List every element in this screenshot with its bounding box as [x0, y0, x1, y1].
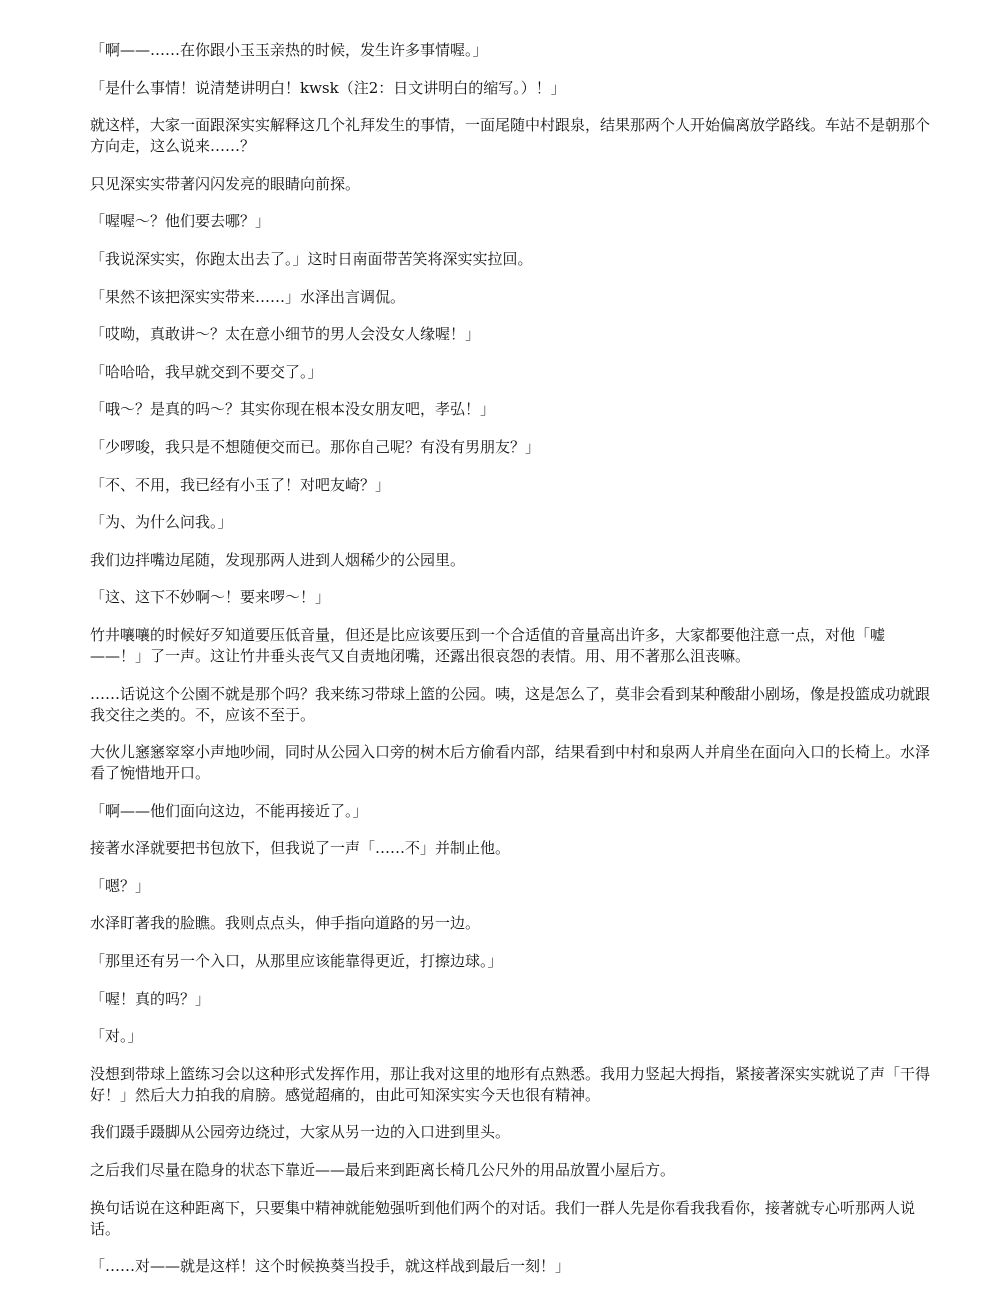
paragraph: 接著水泽就要把书包放下，但我说了一声「……不」并制止他。 — [90, 839, 511, 858]
paragraph: 「是什么事情！说清楚讲明白！kwsk（注2：日文讲明白的缩写。）！」 — [90, 78, 566, 97]
paragraph: 就这样，大家一面跟深实实解释这几个礼拜发生的事情，一面尾随中村跟泉，结果那两个人开始偏离放学路线。车站不是朝那个方向走，这么说来……？ — [90, 116, 931, 156]
paragraph: 竹井嚷嚷的时候好歹知道要压低音量，但还是比应该要压到一个合适值的音量高出许多，大家都要他注意一点，对他「嘘——！」了一声。这让竹井垂头丧气又自责地闭嘴，还露出很哀怨的表情。用、用不著那么沮丧嘛。 — [90, 625, 886, 665]
paragraph: 「喔喔～？他们要去哪？」 — [90, 212, 271, 231]
paragraph: 大伙儿窸窸窣窣小声地吵闹，同时从公园入口旁的树木后方偷看内部，结果看到中村和泉两人并肩坐在面向入口的长椅上。水泽看了惋惜地开口。 — [90, 743, 931, 783]
paragraph: 「哦～？是真的吗～？其实你现在根本没女朋友吧，孝弘！」 — [90, 400, 496, 419]
paragraph: 「嗯？」 — [90, 876, 151, 895]
paragraph: 「为、为什么问我。」 — [90, 513, 233, 532]
paragraph: 「……对——就是这样！这个时候换葵当投手，就这样战到最后一刻！」 — [90, 1257, 571, 1276]
paragraph: 之后我们尽量在隐身的状态下靠近——最后来到距离长椅几公尺外的用品放置小屋后方。 — [90, 1161, 676, 1180]
paragraph: 「喔！真的吗？」 — [90, 989, 211, 1008]
paragraph: 我们边拌嘴边尾随，发现那两人进到人烟稀少的公园里。 — [90, 550, 466, 569]
paragraph: 「啊——……在你跟小玉玉亲热的时候，发生许多事情喔。」 — [90, 41, 488, 59]
paragraph: 「哈哈哈，我早就交到不要交了。」 — [90, 362, 323, 381]
paragraph: 「少啰唆，我只是不想随便交而已。那你自己呢？有没有男朋友？」 — [90, 437, 541, 456]
paragraph: 换句话说在这种距离下，只要集中精神就能勉强听到他们两个的对话。我们一群人先是你看我我看你，接著就专心听那两人说话。 — [90, 1198, 916, 1238]
paragraph: 水泽盯著我的脸瞧。我则点点头，伸手指向道路的另一边。 — [90, 914, 481, 933]
paragraph: ……话说这个公園不就是那个吗？我来练习带球上篮的公园。咦，这是怎么了，莫非会看到某种酸甜小剧场，像是投篮成功就跟我交往之类的。不，应该不至于。 — [90, 684, 931, 724]
paragraph: 「这、这下不妙啊～！要来啰～！」 — [90, 588, 331, 607]
document-page — [90, 40, 930, 1294]
paragraph: 我们蹑手蹑脚从公园旁边绕过，大家从另一边的入口进到里头。 — [90, 1123, 511, 1142]
paragraph: 「那里还有另一个入口，从那里应该能靠得更近，打擦边球。」 — [90, 952, 503, 971]
paragraph: 「啊——他们面向这边，不能再接近了。」 — [90, 801, 368, 820]
paragraph: 「果然不该把深实实带来……」水泽出言调侃。 — [90, 287, 406, 306]
paragraph: 「不、不用，我已经有小玉了！对吧友崎？」 — [90, 475, 391, 494]
paragraph: 「我说深实实，你跑太出去了。」这时日南面带苦笑将深实实拉回。 — [90, 249, 533, 268]
paragraph: 「哎呦，真敢讲～？太在意小细节的男人会没女人缘喔！」 — [90, 325, 481, 344]
paragraph: 没想到带球上篮练习会以这种形式发挥作用，那让我对这里的地形有点熟悉。我用力竖起大拇指，紧接著深实实就说了声「干得好！」然后大力拍我的肩膀。感觉超痛的，由此可知深实实今天也很有精神。 — [90, 1064, 931, 1104]
paragraph: 只见深实实带著闪闪发亮的眼睛向前探。 — [90, 174, 361, 193]
paragraph: 「对。」 — [90, 1027, 143, 1046]
